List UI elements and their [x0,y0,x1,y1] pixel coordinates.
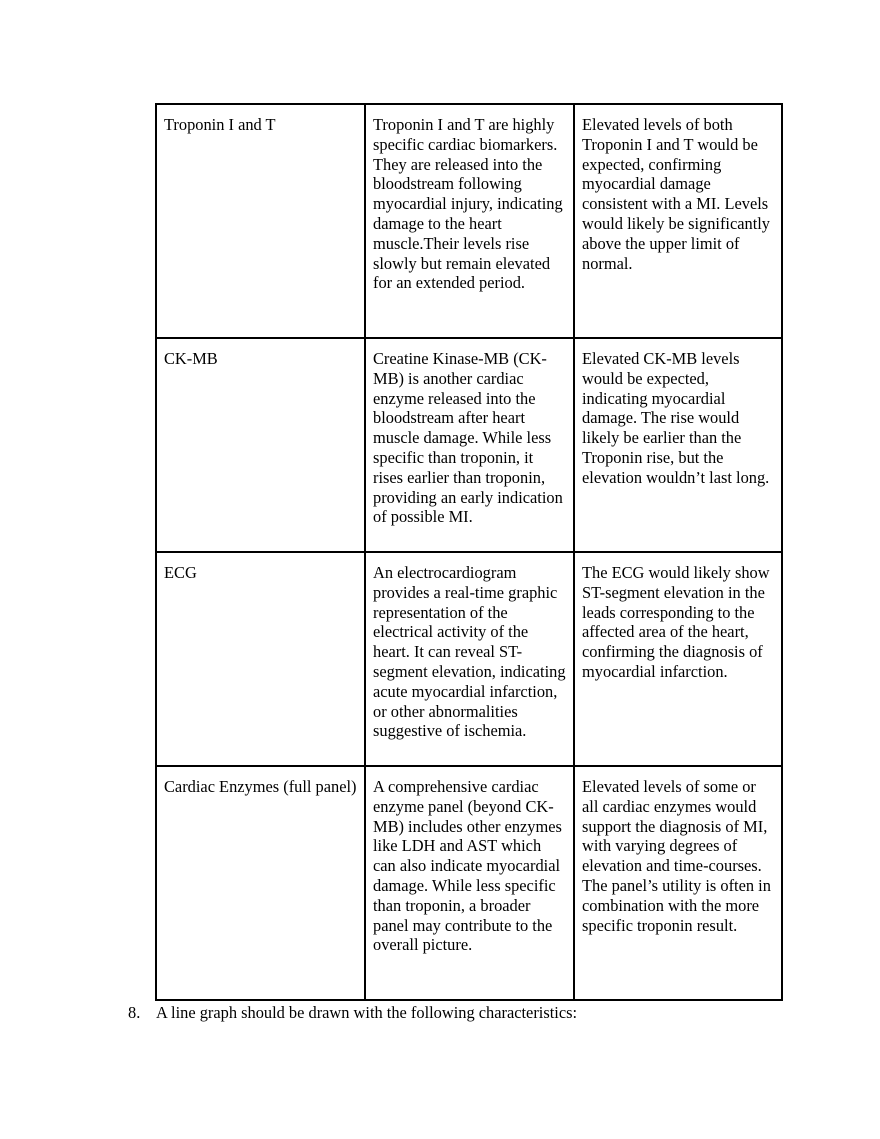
expected-result-cell [574,104,782,338]
description-cell [365,766,574,1000]
test-name-cell [156,552,365,766]
cardiac-tests-table [155,103,783,1001]
test-name-cell [156,338,365,552]
expected-result: Elevated levels of both Troponin I and T would be expected, confirming myocardial damage consistent with a MI. Levels would likely be significantly above the upper limit of normal. [582,115,771,273]
expected-result: The ECG would likely show ST-segment elevation in the leads corresponding to the affected area of the heart, confirming the diagnosis of myocardial infarction. [582,563,770,681]
table-row [156,552,782,766]
numbered-list-item [128,1003,577,1023]
table-row [156,338,782,552]
expected-result: Elevated CK-MB levels would be expected, indicating myocardial damage. The rise would likely be earlier than the Troponin rise, but the elevation wouldn’t last long. [582,349,770,487]
test-name: ECG [164,563,197,582]
list-item-text: A line graph should be drawn with the following characteristics: [156,1003,578,1022]
expected-result: Elevated levels of some or all cardiac enzymes would support the diagnosis of MI, with varying degrees of elevation and time-courses. The panel’s utility is often in combination with the more specific troponin result. [582,777,771,935]
test-name: Troponin I and T [164,115,276,134]
description-cell [365,338,574,552]
test-description: An electrocardiogram provides a real-time graphic representation of the electrical activity of the heart. It can reveal ST-segment elevation, indicating acute myocardial infarction, or other abnormalities suggestive of ischemia. [373,563,566,741]
description-cell [365,552,574,766]
table-row [156,104,782,338]
description-cell [365,104,574,338]
list-item-number: 8. [128,1003,141,1022]
test-name-cell [156,766,365,1000]
expected-result-cell [574,552,782,766]
test-description: A comprehensive cardiac enzyme panel (beyond CK-MB) includes other enzymes like LDH and AST which can also indicate myocardial damage. While less specific than troponin, a broader panel may contribute to the overall picture. [373,777,562,955]
test-name: Cardiac Enzymes (full panel) [164,777,357,796]
test-description: Troponin I and T are highly specific cardiac biomarkers. They are released into the bloodstream following myocardial injury, indicating damage to the heart muscle.Their levels rise slowly but remain elevated for an extended period. [373,115,563,293]
table-row [156,766,782,1000]
test-description: Creatine Kinase-MB (CK-MB) is another cardiac enzyme released into the bloodstream after heart muscle damage. While less specific than troponin, it rises earlier than troponin, providing an early indication of possible MI. [373,349,563,527]
test-name-cell [156,104,365,338]
test-name: CK-MB [164,349,218,368]
expected-result-cell [574,766,782,1000]
expected-result-cell [574,338,782,552]
